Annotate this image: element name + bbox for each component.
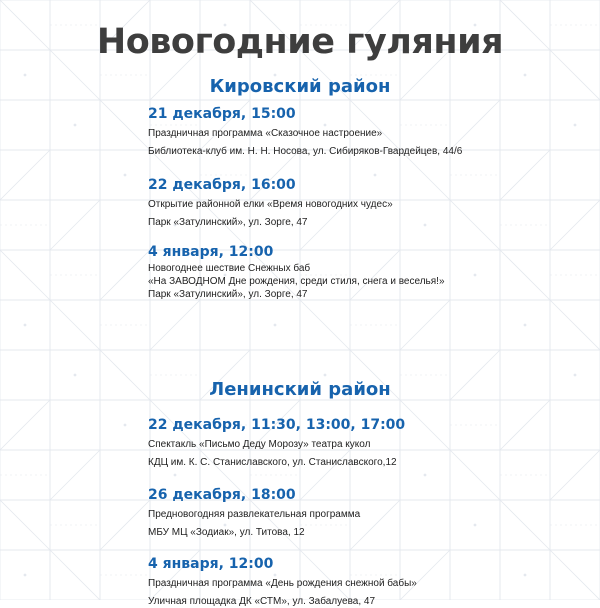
event-place: Парк «Затулинский», ул. Зорге, 47 (148, 217, 308, 228)
event-date: 4 января, 12:00 (148, 244, 274, 260)
event-date: 26 декабря, 18:00 (148, 487, 296, 503)
event-date: 22 декабря, 16:00 (148, 177, 296, 193)
event-place: Библиотека-клуб им. Н. Н. Носова, ул. Сибиряков-Гвардейцев, 44/6 (148, 146, 463, 157)
event-place: Уличная площадка ДК «СТМ», ул. Забалуева, 47 (148, 596, 376, 607)
event-date: 4 января, 12:00 (148, 556, 274, 572)
event-program: Предновогодняя развлекательная программа (148, 509, 361, 520)
district-title-kirovsky: Кировский район (209, 76, 391, 97)
event-program: Новогоднее шествие Снежных баб (148, 263, 311, 274)
event-place: КДЦ им. К. С. Станиславского, ул. Станиславского,12 (148, 457, 397, 468)
event-kirovsky-3 (148, 243, 588, 301)
event-program-line2: «На ЗАВОДНОМ Дне рождения, среди стиля, снега и веселья!» (148, 276, 445, 287)
event-date: 22 декабря, 11:30, 13:00, 17:00 (148, 417, 406, 433)
event-kirovsky-2 (148, 176, 588, 229)
event-program: Открытие районной елки «Время новогодних чудес» (148, 199, 393, 210)
event-leninsky-3 (148, 555, 588, 608)
event-program: Праздничная программа «День рождения снежной бабы» (148, 578, 417, 589)
event-program: Спектакль «Письмо Деду Морозу» театра кукол (148, 439, 371, 450)
event-leninsky-1 (148, 416, 588, 469)
event-place: Парк «Затулинский», ул. Зорге, 47 (148, 289, 308, 300)
event-place: МБУ МЦ «Зодиак», ул. Титова, 12 (148, 527, 305, 538)
page-title: Новогодние гуляния (96, 22, 504, 62)
event-program: Праздничная программа «Сказочное настроение» (148, 128, 383, 139)
event-date: 21 декабря, 15:00 (148, 106, 296, 122)
district-title-leninsky: Ленинский район (209, 379, 391, 400)
event-kirovsky-1 (148, 105, 588, 158)
event-leninsky-2 (148, 486, 588, 539)
